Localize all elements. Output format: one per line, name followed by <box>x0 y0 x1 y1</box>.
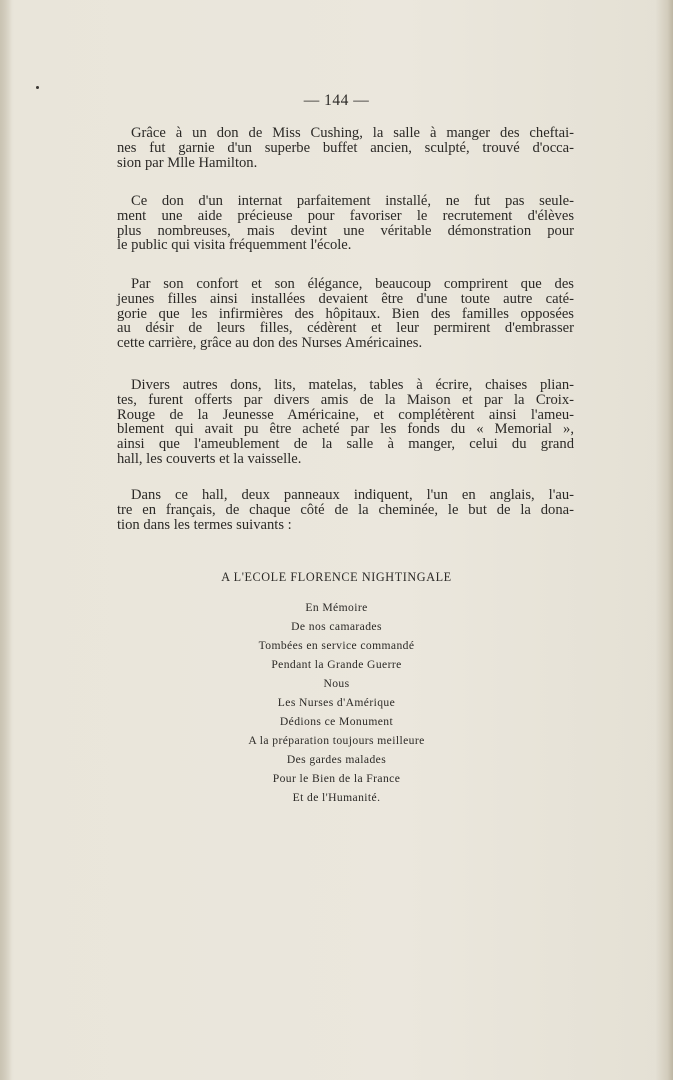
text-line: nes fut garnie d'un superbe buffet ancien, sculpté, trouvé d'occa- <box>117 139 574 156</box>
text-line: tre en français, de chaque côté de la cheminée, le but de la dona- <box>117 501 574 518</box>
paragraph-2 <box>117 194 574 253</box>
page-number: — 144 — <box>303 92 370 109</box>
dedication-line: De nos camarades <box>291 620 382 633</box>
paragraph-4 <box>117 378 574 467</box>
text-line: blement qui avait pu être acheté par les fonds du « Memorial », <box>117 421 574 438</box>
text-line: sion par Mlle Hamilton. <box>117 154 258 171</box>
text-line: cette carrière, grâce au don des Nurses Américaines. <box>117 335 423 352</box>
text-line: Divers autres dons, lits, matelas, tables à écrire, chaises plian- <box>131 377 574 393</box>
dedication-inscription <box>0 598 673 807</box>
dedication-line: Pour le Bien de la France <box>272 772 401 785</box>
text-line: tion dans les termes suivants : <box>117 516 292 533</box>
text-line: Rouge de la Jeunesse Américaine, et complétèrent ainsi l'ameu- <box>117 406 574 423</box>
dedication-line: En Mémoire <box>305 601 368 614</box>
paragraph-1 <box>117 126 574 170</box>
dedication-line: Pendant la Grande Guerre <box>271 658 402 671</box>
dedication-line: A la préparation toujours meilleure <box>248 734 425 747</box>
dedication-title: A L'ECOLE FLORENCE NIGHTINGALE <box>221 570 452 584</box>
paragraph-5 <box>117 488 574 532</box>
ink-speck <box>36 86 39 89</box>
text-line: Ce don d'un internat parfaitement installé, ne fut pas seule- <box>131 193 574 209</box>
text-line: Par son confort et son élégance, beaucoup comprirent que des <box>131 276 574 292</box>
dedication-line: Nous <box>323 677 350 690</box>
text-line: gorie que les infirmières des hôpitaux. Bien des familles opposées <box>117 305 574 322</box>
text-line: jeunes filles ainsi installées devaient être d'une toute autre caté- <box>117 290 574 307</box>
paragraph-3 <box>117 277 574 351</box>
text-line: hall, les couverts et la vaisselle. <box>117 450 302 467</box>
dedication-line: Des gardes malades <box>286 753 387 766</box>
text-line: ment une aide précieuse pour favoriser le recrutement d'élèves <box>117 207 574 224</box>
text-line: plus nombreuses, mais devint une véritable démonstration pour <box>117 222 574 239</box>
text-line: ainsi que l'ameublement de la salle à manger, celui du grand <box>117 436 574 453</box>
dedication-line: Les Nurses d'Amérique <box>277 696 396 709</box>
binding-shadow <box>0 0 12 1080</box>
text-line: tes, furent offerts par divers amis de la Maison et par la Croix- <box>117 391 574 408</box>
dedication-line: Tombées en service commandé <box>258 639 415 652</box>
text-line: le public qui visita fréquemment l'école. <box>117 237 352 254</box>
dedication-line: Dédions ce Monument <box>279 715 394 728</box>
text-line: Dans ce hall, deux panneaux indiquent, l'un en anglais, l'au- <box>131 487 574 503</box>
dedication-line: Et de l'Humanité. <box>292 791 381 804</box>
text-line: au désir de leurs filles, cédèrent et leur permirent d'embrasser <box>117 320 574 337</box>
page-edge <box>655 0 673 1080</box>
text-line: Grâce à un don de Miss Cushing, la salle à manger des cheftai- <box>131 125 574 141</box>
